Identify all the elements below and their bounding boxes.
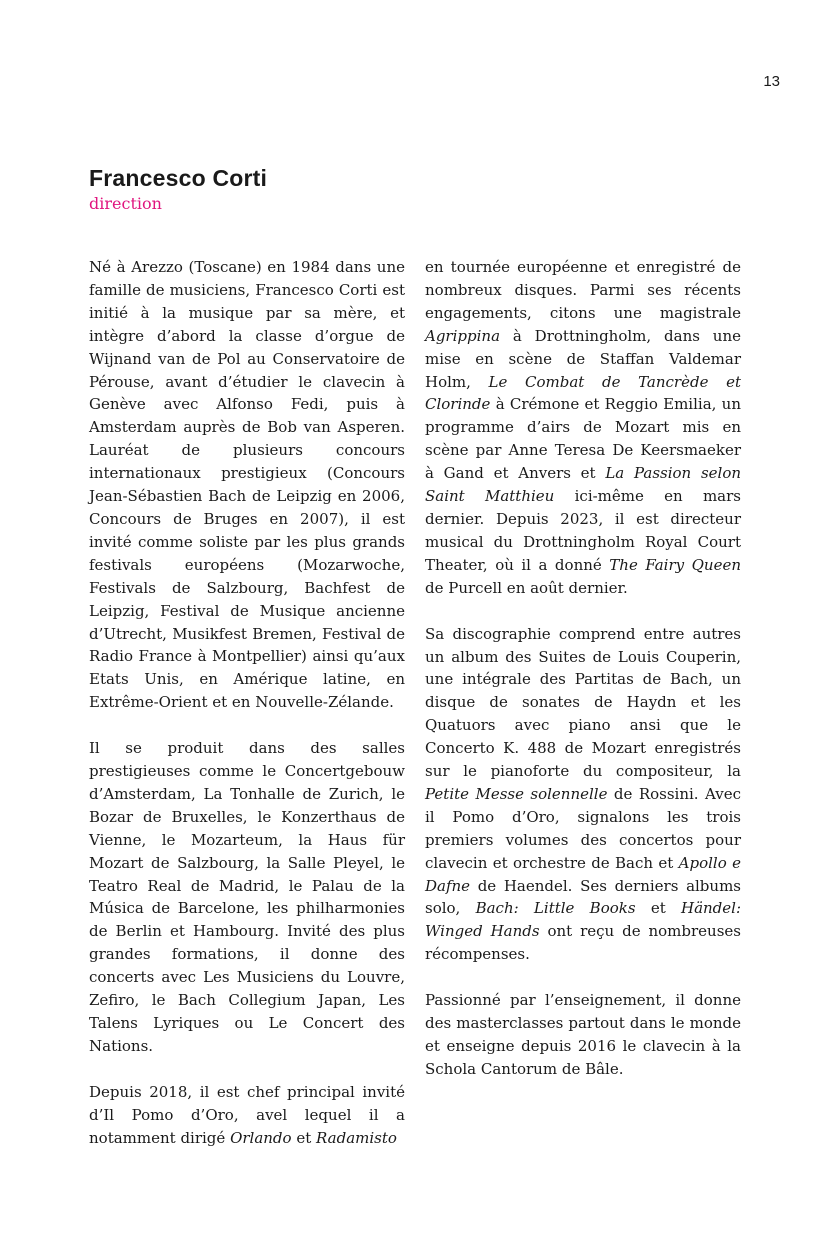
bio-paragraph xyxy=(89,737,405,1058)
paragraph-text: en tournée européenne et enregistré de nombreux disques. Parmi ses récents engagements, citons une magistrale xyxy=(425,258,741,322)
paragraph-text: Depuis 2018, il est chef principal invité d’Il Pomo d’Oro, avel lequel il a notamment dirigé xyxy=(89,1082,405,1147)
paragraph-text: à Drottningholm, dans une mise en scène de Staffan Valdemar Holm, xyxy=(425,326,741,391)
bio-paragraph xyxy=(425,623,741,967)
paragraph-text: et xyxy=(291,1128,317,1147)
italic-title-text: Orlando xyxy=(230,1128,292,1147)
italic-title-text: La Passion selon Saint Matthieu xyxy=(425,464,742,506)
artist-name: Francesco Corti xyxy=(89,165,268,191)
paragraph-text: Né à Arezzo (Toscane) en 1984 dans une famille de musiciens, Francesco Corti est initié à la musique par sa mère, et intègre d’abord la classe d’orgue de Wijnand van de Pol au Conservatoire de Pérouse, avant d’étudier le clavecin à Genève avec Alfonso Fedi, puis à Amsterdam auprès de Bob van Asperen. Lauréat de plusieurs concours internationaux prestigieux (Concours Jean-Sébastien Bach de Leipzig en 2006, Concours de Bruges en 2007), il est invité comme soliste par les plus grands festivals européens (Mozarwoche, Festivals de Salzbourg, Bachfest de Leipzig, Festival de Musique ancienne d’Utrecht, Musikfest Bremen, Festival de Radio France à Montpellier) ainsi qu’aux Etats Unis, en Amérique latine, en Extrême-Orient et en Nouvelle-Zélande. xyxy=(89,258,405,712)
paragraph-text: de Rossini. Avec il Pomo d’Oro, signalons les trois premiers volumes des concertos pour clavecin et orchestre de Bach et xyxy=(425,784,741,872)
bio-paragraph xyxy=(425,989,741,1081)
italic-title-text: Radamisto xyxy=(316,1128,397,1147)
paragraph-text: Passionné par l’enseignement, il donne des masterclasses partout dans le monde et enseigne depuis 2016 le clavecin à la Schola Cantorum de Bâle. xyxy=(425,991,741,1078)
italic-title-text: Apollo e Dafne xyxy=(425,853,741,895)
italic-title-text: Händel: Winged Hands xyxy=(425,899,742,941)
paragraph-text: ont reçu de nombreuses récompenses. xyxy=(425,922,741,964)
paragraph-text: Sa discographie comprend entre autres un album des Suites de Louis Couperin, une intégrale des Partitas de Bach, un disque de sonates de Haydn et les Quatuors avec piano ansi que le Concerto K. 488 de Mozart enregistrés sur le pianoforte du compositeur, la xyxy=(425,624,741,781)
paragraph-text: et xyxy=(635,899,681,918)
page-number: 13 xyxy=(763,73,780,90)
italic-title-text: Petite Messe solennelle xyxy=(425,784,608,803)
paragraph-text: ici-même en mars dernier. Depuis 2023, il est directeur musical du Drottningholm Royal Court Theater, où il a donné xyxy=(425,487,741,574)
italic-title-text: Agrippina xyxy=(425,326,501,345)
italic-title-text: Le Combat de Tancrède et Clorinde xyxy=(425,372,741,414)
bio-paragraph xyxy=(89,1081,405,1150)
italic-title-text: Bach: Little Books xyxy=(475,899,636,918)
paragraph-text: de Purcell en août dernier. xyxy=(425,578,628,597)
biography-right-column xyxy=(425,256,741,1104)
paragraph-text: à Crémone et Reggio Emilia, un programme d’airs de Mozart mis en scène par Anne Teresa De Keersmaeker à Gand et Anvers et xyxy=(425,395,741,483)
italic-title-text: The Fairy Queen xyxy=(609,555,741,574)
paragraph-text: Il se produit dans des salles prestigieuses comme le Concertgebouw d’Amsterdam, La Tonhalle de Zurich, le Bozar de Bruxelles, le Konzerthaus de Vienne, le Mozarteum, la Haus für Mozart de Salzbourg, la Salle Pleyel, le Teatro Real de Madrid, le Palau de la Música de Barcelone, les philharmonies de Berlin et Hambourg. Invité des plus grandes formations, il donne des concerts avec Les Musiciens du Louvre, Zefiro, le Bach Collegium Japan, Les Talens Lyriques ou Le Concert des Nations. xyxy=(89,739,405,1055)
bio-paragraph xyxy=(425,256,741,600)
paragraph-text: de Haendel. Ses derniers albums solo, xyxy=(425,876,741,918)
bio-paragraph xyxy=(89,256,405,714)
biography-left-column xyxy=(89,256,405,1173)
artist-role: direction xyxy=(89,194,162,213)
